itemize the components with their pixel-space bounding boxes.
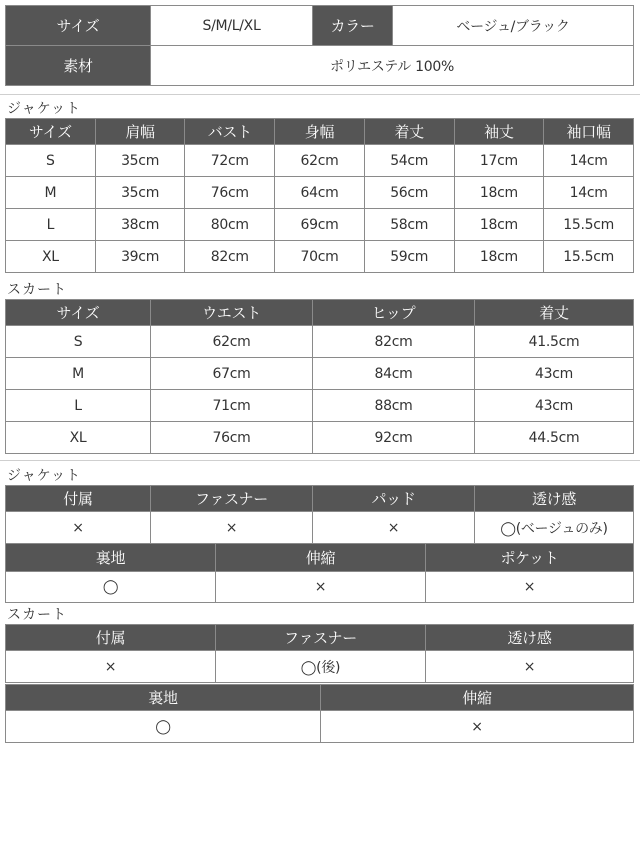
- column-header: 付属: [6, 625, 216, 651]
- cell: ◯(後): [216, 651, 426, 683]
- cell: 54cm: [364, 145, 454, 177]
- column-header: 付属: [6, 486, 151, 512]
- column-header: 身幅: [275, 119, 365, 145]
- column-header: ファスナー: [216, 625, 426, 651]
- cell: 76cm: [185, 177, 275, 209]
- cell: ◯(ベージュのみ): [475, 512, 634, 544]
- column-header: 肩幅: [95, 119, 185, 145]
- table-row: [6, 177, 634, 209]
- cell: ×: [6, 512, 151, 544]
- cell: S: [6, 145, 96, 177]
- column-header: 袖丈: [454, 119, 544, 145]
- cell: ×: [321, 711, 634, 743]
- cell: 82cm: [185, 241, 275, 273]
- cell: 38cm: [95, 209, 185, 241]
- cell: ◯: [6, 711, 321, 743]
- size-label: サイズ: [6, 6, 151, 46]
- cell: 43cm: [475, 390, 634, 422]
- divider: [0, 460, 640, 461]
- cell: 14cm: [544, 145, 634, 177]
- cell: 88cm: [313, 390, 475, 422]
- cell: 59cm: [364, 241, 454, 273]
- column-header: 伸縮: [216, 544, 426, 572]
- table-row: [6, 651, 634, 683]
- column-header: バスト: [185, 119, 275, 145]
- jacket-size-header-row: [6, 119, 634, 145]
- color-value: ベージュ/ブラック: [393, 6, 634, 46]
- cell: 62cm: [151, 326, 313, 358]
- column-header: サイズ: [6, 300, 151, 326]
- cell: 92cm: [313, 422, 475, 454]
- cell: M: [6, 358, 151, 390]
- skirt-details-title: スカート: [7, 607, 67, 623]
- cell: 58cm: [364, 209, 454, 241]
- cell: 15.5cm: [544, 241, 634, 273]
- color-label: カラー: [313, 6, 393, 46]
- cell: 15.5cm: [544, 209, 634, 241]
- column-header: 裏地: [6, 544, 216, 572]
- jacket-size-title: ジャケット: [7, 101, 82, 117]
- cell: 67cm: [151, 358, 313, 390]
- cell: 62cm: [275, 145, 365, 177]
- cell: ×: [426, 572, 634, 603]
- skirt-size-title: スカート: [7, 282, 67, 298]
- table-row: [6, 241, 634, 273]
- cell: 18cm: [454, 177, 544, 209]
- table-row: [6, 358, 634, 390]
- cell: 76cm: [151, 422, 313, 454]
- table-row: [6, 390, 634, 422]
- cell: 64cm: [275, 177, 365, 209]
- cell: ×: [216, 572, 426, 603]
- cell: 71cm: [151, 390, 313, 422]
- column-header: 着丈: [364, 119, 454, 145]
- column-header: ヒップ: [313, 300, 475, 326]
- column-header: 袖口幅: [544, 119, 634, 145]
- column-header: 裏地: [6, 685, 321, 711]
- cell: 43cm: [475, 358, 634, 390]
- column-header: 透け感: [475, 486, 634, 512]
- cell: 35cm: [95, 177, 185, 209]
- cell: S: [6, 326, 151, 358]
- skirt-size-header-row: [6, 300, 634, 326]
- table-row: [6, 572, 634, 603]
- column-header: 着丈: [475, 300, 634, 326]
- cell: 69cm: [275, 209, 365, 241]
- cell: 18cm: [454, 241, 544, 273]
- spec-table: [5, 5, 634, 86]
- cell: XL: [6, 422, 151, 454]
- cell: 80cm: [185, 209, 275, 241]
- cell: L: [6, 390, 151, 422]
- cell: 14cm: [544, 177, 634, 209]
- skirt-details-table-2: [5, 684, 634, 743]
- material-value: ポリエステル 100%: [151, 46, 634, 86]
- jacket-details-table-1: [5, 485, 634, 544]
- jacket-details-table-2: [5, 543, 634, 603]
- cell: 70cm: [275, 241, 365, 273]
- divider: [0, 94, 640, 95]
- jacket-details-title: ジャケット: [7, 468, 82, 484]
- cell: 18cm: [454, 209, 544, 241]
- column-header: 透け感: [426, 625, 634, 651]
- cell: ×: [426, 651, 634, 683]
- cell: L: [6, 209, 96, 241]
- column-header: ファスナー: [151, 486, 313, 512]
- table-row: [6, 326, 634, 358]
- cell: 56cm: [364, 177, 454, 209]
- table-row: [6, 711, 634, 743]
- column-header: ポケット: [426, 544, 634, 572]
- cell: 17cm: [454, 145, 544, 177]
- cell: 72cm: [185, 145, 275, 177]
- table-row: [6, 145, 634, 177]
- cell: 35cm: [95, 145, 185, 177]
- cell: ◯: [6, 572, 216, 603]
- column-header: 伸縮: [321, 685, 634, 711]
- cell: ×: [313, 512, 475, 544]
- cell: ×: [6, 651, 216, 683]
- cell: 84cm: [313, 358, 475, 390]
- table-row: [6, 512, 634, 544]
- cell: M: [6, 177, 96, 209]
- cell: 82cm: [313, 326, 475, 358]
- size-value: S/M/L/XL: [151, 6, 313, 46]
- jacket-size-table: [5, 118, 634, 273]
- material-label: 素材: [6, 46, 151, 86]
- table-row: [6, 209, 634, 241]
- cell: 39cm: [95, 241, 185, 273]
- table-row: [6, 422, 634, 454]
- skirt-details-table-1: [5, 624, 634, 683]
- cell: XL: [6, 241, 96, 273]
- column-header: パッド: [313, 486, 475, 512]
- cell: 44.5cm: [475, 422, 634, 454]
- column-header: ウエスト: [151, 300, 313, 326]
- skirt-size-table: [5, 299, 634, 454]
- column-header: サイズ: [6, 119, 96, 145]
- cell: ×: [151, 512, 313, 544]
- cell: 41.5cm: [475, 326, 634, 358]
